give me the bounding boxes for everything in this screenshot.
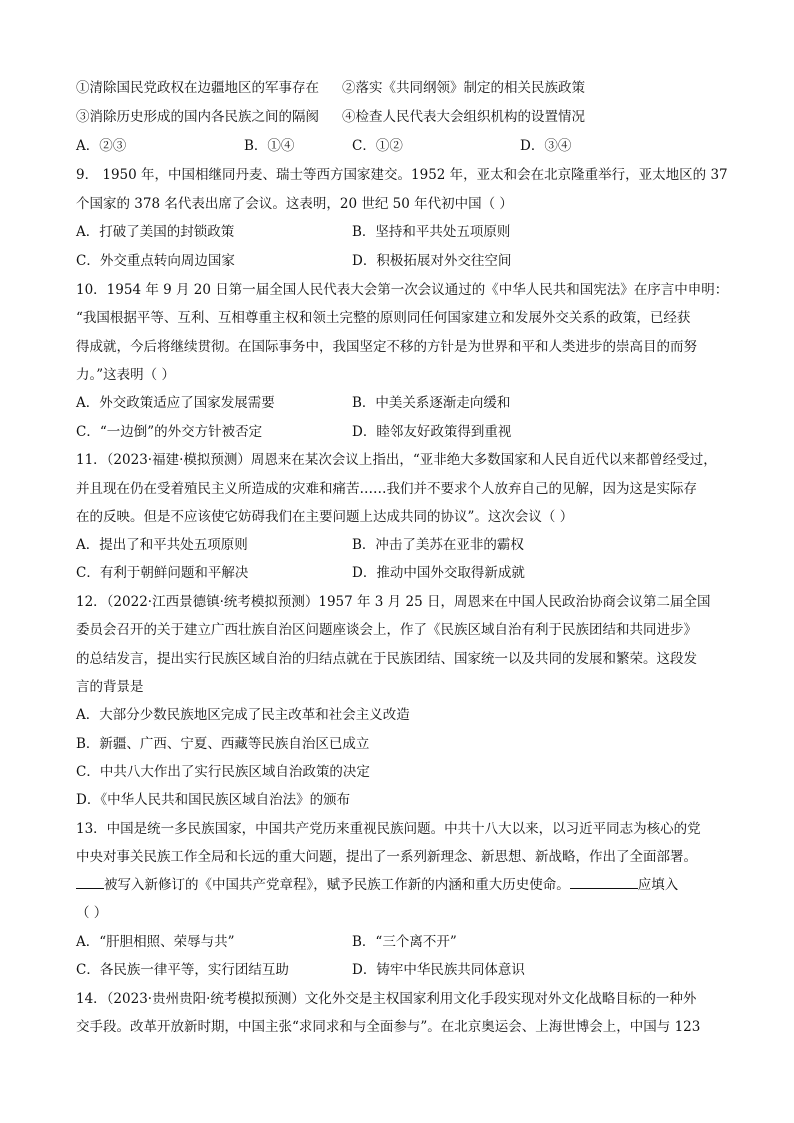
q13-blank-2	[570, 875, 638, 889]
q12-line-4: 言的背景是	[76, 679, 144, 695]
q9-option-a: A．打破了美国的封锁政策	[76, 224, 235, 240]
q10-option-b: B．中美关系逐渐走向缓和	[352, 395, 511, 411]
q12-line-3: 的总结发言，提出实行民族区域自治的归结点就在于民族团结、国家统一以及共同的发展和繁荣。这段发	[76, 651, 697, 667]
q11-option-c: C．有利于朝鲜问题和平解决	[76, 565, 249, 581]
q13-line-3-text: 被写入新修订的《中国共产党章程》，赋予民族工作新的内涵和重大历史使命。	[104, 877, 570, 893]
q13-answer-paren: （ ）	[76, 905, 108, 921]
q12-option-b: B．新疆、广西、宁夏、西藏等民族自治区已成立	[76, 736, 370, 752]
q11-line-3: 在的反映。但是不应该使它妨碍我们在主要问题上达成共同的协议”。这次会议（ ）	[76, 509, 574, 525]
q9-option-b: B．坚持和平共处五项原则	[352, 224, 511, 240]
q12-option-a: A．大部分少数民族地区完成了民主改革和社会主义改造	[76, 707, 410, 723]
prev-option-d: D．③④	[520, 138, 572, 154]
q10-option-d: D．睦邻友好政策得到重视	[352, 424, 512, 440]
prev-item-3: ③消除历史形成的国内各民族之间的隔阂	[76, 109, 319, 125]
q11-line-1: 11．（2023·福建·模拟预测）周恩来在某次会议上指出，“亚非绝大多数国家和人民自近代以来都曾经受过，	[76, 452, 717, 468]
q9-line-2: 个国家的 378 名代表出席了会议。这表明，20 世纪 50 年代初中国（ ）	[76, 196, 513, 212]
q13-line-2: 中央对事关民族工作全局和长远的重大问题，提出了一系列新理念、新思想、新战略，作出了全面部署。	[76, 849, 697, 865]
prev-option-c: C．①②	[352, 138, 403, 154]
q11-option-b: B．冲击了美苏在亚非的霸权	[352, 537, 524, 553]
q14-line-2: 交手段。改革开放新时期，中国主张“求同求和与全面参与”。在北京奥运会、上海世博会上，中国与 123	[76, 1019, 701, 1035]
q14-line-1: 14．（2023·贵州贵阳·统考模拟预测）文化外交是主权国家利用文化手段实现对外文化战略目标的一种外	[76, 991, 697, 1007]
q12-option-c: C．中共八大作出了实行民族区域自治政策的决定	[76, 764, 370, 780]
q9-option-c: C．外交重点转向周边国家	[76, 253, 235, 269]
q13-blank-1	[76, 875, 104, 889]
q10-line-3: 得成就，今后将继续贯彻。在国际事务中，我国坚定不移的方针是为世界和平和人类进步的崇高目的而努	[76, 339, 697, 355]
q13-option-a: A．“肝胆相照、荣辱与共”	[76, 934, 235, 950]
prev-item-2: ②落实《共同纲领》制定的相关民族政策	[342, 80, 585, 96]
q13-option-b: B．“三个离不开”	[352, 934, 457, 950]
q10-option-c: C．“一边倒”的外交方针被否定	[76, 424, 263, 440]
q13-option-d: D．铸牢中华民族共同体意识	[352, 962, 525, 978]
prev-option-a: A．②③	[76, 138, 127, 154]
q10-line-2: “我国根据平等、互利、互相尊重主权和领土完整的原则同任何国家建立和发展外交关系的政策，已经获	[76, 310, 691, 326]
q12-line-2: 委员会召开的关于建立广西壮族自治区问题座谈会上，作了《民族区域自治有利于民族团结和共同进步》	[76, 622, 697, 638]
q13-line-1: 13．中国是统一多民族国家，中国共产党历来重视民族问题。中共十八大以来，以习近平同志为核心的党	[76, 821, 701, 837]
q13-line-3	[76, 875, 732, 895]
q11-option-a: A．提出了和平共处五项原则	[76, 537, 248, 553]
q10-line-1: 10．1954 年 9 月 20 日第一届全国人民代表大会第一次会议通过的《中华人民共和国宪法》在序言中申明：	[76, 282, 729, 298]
q10-line-4: 力。”这表明（ ）	[76, 367, 175, 383]
q12-line-1: 12．（2022·江西景德镇·统考模拟预测）1957 年 3 月 25 日，周恩来在中国人民政治协商会议第二届全国	[76, 594, 711, 610]
q13-option-c: C．各民族一律平等，实行团结互助	[76, 962, 289, 978]
prev-item-1: ①清除国民党政权在边疆地区的军事存在	[76, 80, 319, 96]
q9-line-1: 9． 1950 年，中国相继同丹麦、瑞士等西方国家建交。1952 年，亚太和会在北京隆重举行，亚太地区的 37	[76, 167, 728, 183]
q11-line-2: 并且现在仍在受着殖民主义所造成的灾难和痛苦……我们并不要求个人放弃自己的见解，因为这是实际存	[76, 481, 697, 497]
q13-line-3-end: 应填入	[637, 877, 679, 893]
q10-option-a: A．外交政策适应了国家发展需要	[76, 395, 275, 411]
prev-option-b: B．①④	[244, 138, 295, 154]
prev-item-4: ④检查人民代表大会组织机构的设置情况	[342, 109, 585, 125]
q11-option-d: D．推动中国外交取得新成就	[352, 565, 525, 581]
q9-option-d: D．积极拓展对外交往空间	[352, 253, 512, 269]
q12-option-d: D．《中华人民共和国民族区域自治法》的颁布	[76, 792, 351, 808]
